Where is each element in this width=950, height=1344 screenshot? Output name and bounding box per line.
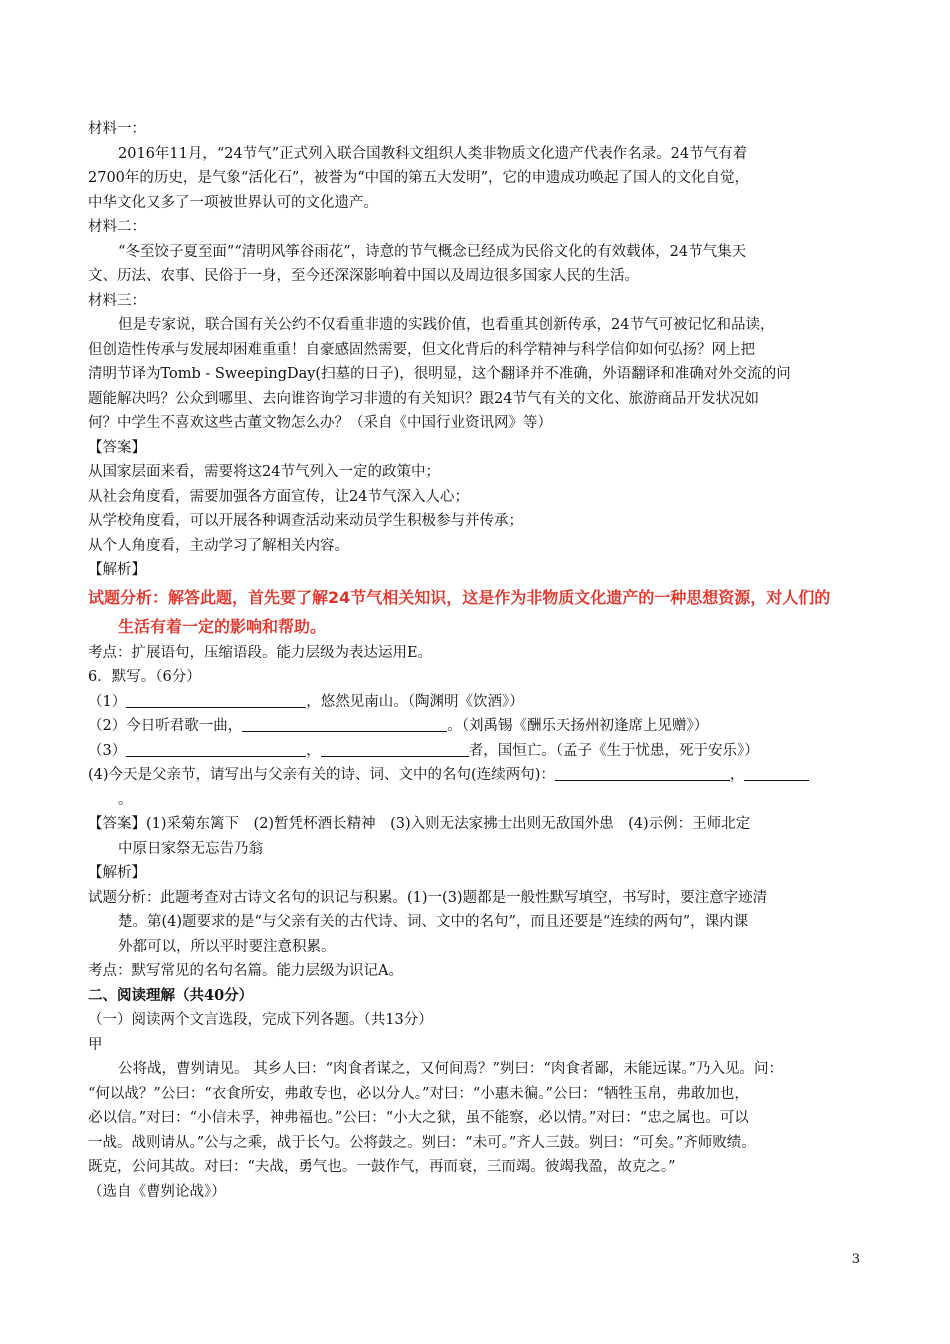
- section-2-title: 二、阅读理解（共40分）: [88, 986, 254, 1004]
- analysis-line: 楚。第(4)题要求的是“与父亲有关的古代诗、词、文中的名句”，而且还要是“连续的两句”，课内课: [118, 914, 749, 930]
- answer-line: 从国家层面来看，需要将这24节气列入一定的政策中；: [88, 464, 440, 480]
- analysis-red-line: 试题分析：解答此题，首先要了解24节气相关知识，这是作为非物质文化遗产的一种思想资源，对人们的: [88, 587, 831, 607]
- answer-line: 从学校角度看，可以开展各种调查活动来动员学生积极参与并传承；: [88, 513, 523, 529]
- analysis-red-line: 生活有着一定的影响和帮助。: [118, 616, 327, 636]
- page-number: 3: [851, 1252, 860, 1267]
- paragraph-line: 何？中学生不喜欢这些古董文物怎么办？（采自《中国行业资讯网》等）: [88, 415, 552, 431]
- paragraph-line: 但创造性传承与发展却困难重重！自豪感固然需要，但文化背后的科学精神与科学信仰如何弘扬？网上把: [88, 341, 755, 358]
- question-6-answer: 【答案】(1)采菊东篱下 (2)暂凭杯酒长精神 (3)入则无法家拂士出则无敌国外患 (4)示例：王师北定: [88, 816, 751, 832]
- material-2-title: 材料二：: [88, 219, 146, 235]
- question-6-item-4-end: 。: [118, 791, 133, 808]
- analysis-label: 【解析】: [88, 562, 146, 578]
- section-2-subtitle: （一）阅读两个文言选段，完成下列各题。（共13分）: [88, 1012, 433, 1028]
- key-point: 考点：默写常见的名句名篇。能力层级为识记A。: [88, 963, 403, 979]
- answer-line: 从社会角度看，需要加强各方面宣传，让24节气深入人心；: [88, 488, 469, 505]
- answer-blank[interactable]: [321, 741, 469, 757]
- question-6-answer-cont: 中原日家祭无忘告乃翁: [118, 840, 263, 857]
- answer-blank[interactable]: [126, 741, 306, 757]
- answer-line: 从个人角度看，主动学习了解相关内容。: [88, 537, 349, 554]
- question-6-item-4: (4)今天是父亲节，请写出与父亲有关的诗、词、文中的名句(连续两句)： ，: [88, 763, 868, 788]
- document-body: [88, 117, 868, 1204]
- passage-jia-label: 甲: [88, 1036, 103, 1053]
- answer-blank[interactable]: [126, 692, 306, 708]
- passage-line: 既克，公问其故。对曰：“夫战，勇气也。一鼓作气，再而衰，三而竭。彼竭我盈，故克之。”: [88, 1159, 676, 1175]
- passage-line: 公将战，曹刿请见。 其乡人曰：“肉食者谋之，又何间焉？”刿曰：“肉食者鄙，未能远谋。”乃入见。问：: [118, 1061, 784, 1077]
- question-6-item-3: （3） ， 者，国恒亡。（孟子《生于忧患，死于安乐》）: [88, 742, 759, 759]
- answer-blank[interactable]: [744, 765, 809, 781]
- passage-line: “何以战？”公曰：“衣食所安，弗敢专也，必以分人。”对曰：“小惠未徧。”公曰：“牺牲玉帛，弗敢加也，: [88, 1085, 749, 1102]
- analysis-line: 外都可以，所以平时要注意积累。: [118, 938, 336, 955]
- analysis-label: 【解析】: [88, 865, 146, 881]
- paragraph-line: 但是专家说，联合国有关公约不仅看重非遗的实践价值，也看重其创新传承，24节气可被记忆和品读，: [118, 317, 775, 333]
- passage-line: 必以信。”对曰：“小信未孚，神弗福也。”公曰：“小大之狱，虽不能察，必以情。”对曰：“忠之属也。可以: [88, 1110, 749, 1126]
- paragraph-line: 中华文化又多了一项被世界认可的文化遗产。: [88, 194, 378, 211]
- question-6-item-2: （2）今日听君歌一曲， 。（刘禹锡《酬乐天扬州初逢席上见赠》）: [88, 718, 709, 734]
- paragraph-line: “冬至饺子夏至面”“清明风筝谷雨花”，诗意的节气概念已经成为民俗文化的有效载体，24节气集天: [118, 243, 747, 260]
- answer-label: 【答案】: [88, 439, 146, 456]
- question-6-title: 6．默写。（6分）: [88, 669, 201, 685]
- analysis-line: 试题分析：此题考查对古诗文名句的识记与积累。(1)一(3)题都是一般性默写填空，书写时，要注意字迹清: [88, 889, 768, 906]
- paragraph-line: 2016年11月，“24节气”正式列入联合国教科文组织人类非物质文化遗产代表作名录。24节气有着: [118, 145, 748, 162]
- passage-line: 一战。战则请从。”公与之乘，战于长勺。公将鼓之。刿曰：“未可。”齐人三鼓。刿曰：“可矣。”齐师败绩。: [88, 1134, 756, 1151]
- key-point: 考点：扩展语句，压缩语段。能力层级为表达运用E。: [88, 644, 433, 661]
- paragraph-line: 题能解决吗？公众到哪里、去向谁咨询学习非遗的有关知识？跟24节气有关的文化、旅游商品开发状况如: [88, 390, 759, 407]
- answer-blank[interactable]: [555, 765, 730, 781]
- answer-blank[interactable]: [242, 716, 447, 732]
- question-6-item-1: （1） ，悠然见南山。（陶渊明《饮酒》）: [88, 693, 524, 710]
- paragraph-line: 2700年的历史，是气象“活化石”，被誉为“中国的第五大发明”，它的申遗成功唤起了国人的文化自觉，: [88, 170, 750, 186]
- paragraph-line: 文、历法、农事、民俗于一身，至今还深深影响着中国以及周边很多国家人民的生活。: [88, 268, 639, 284]
- material-3-title: 材料三：: [88, 292, 146, 309]
- material-1-title: 材料一：: [88, 121, 146, 137]
- paragraph-line: 清明节译为Tomb - SweepingDay(扫墓的日子)，很明显，这个翻译并不准确，外语翻译和准确对外交流的问: [88, 366, 791, 382]
- passage-source: （选自《曹刿论战》）: [88, 1183, 226, 1200]
